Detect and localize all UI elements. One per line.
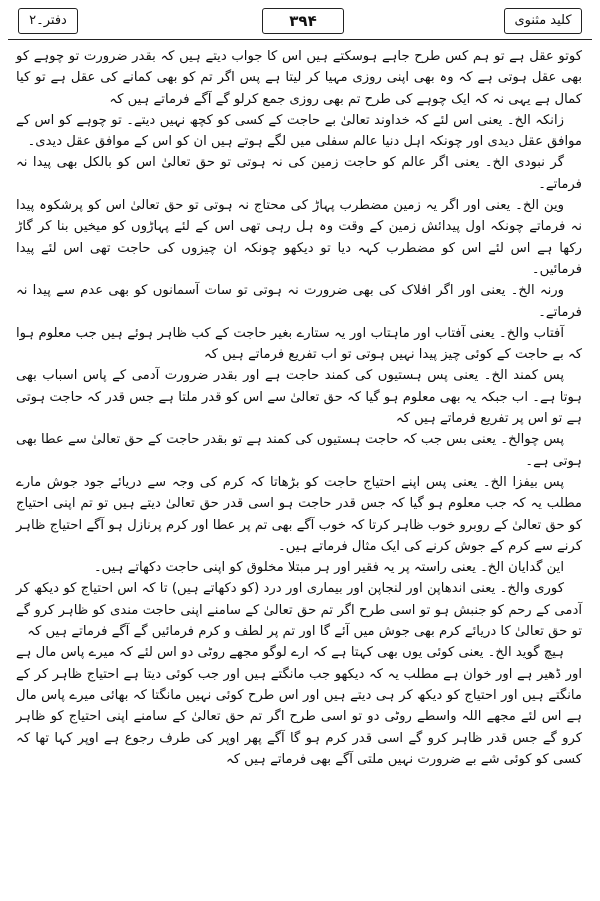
header-divider	[8, 39, 592, 40]
paragraph: وین الخ۔ یعنی اور اگر یہ زمین مضطرب پہاڑ کی محتاج نہ ہوتی تو حق تعالیٰ اس کو پرشکوہ پیدا نہ فرماتے چونکہ اول پیدائش زمین کے وقت وہ ہل رہی تھی اس کے لئے پہاڑوں کو میخیں بنا کر گاڑ رکھا ہے اس لئے اس کو مضطرب کہہ دیا تو دیکھو چونکہ ان چیزوں کی حاجت تھی اس لئے پیدا فرمائیں۔	[16, 198, 582, 277]
paragraph: پس کمند الخ۔ یعنی پس ہستیوں کی کمند حاجت ہے اور بقدر ضرورت آدمی کے پاس اسباب بھی ہوتا ہے۔ اب جبکہ یہ بھی معلوم ہو گیا کہ حق تعالیٰ سے اس کو قدر ملتا ہے جس قدر کہ حاجت ہوتی ہے تو اس پر تفریع فرماتے ہیں کہ	[16, 368, 582, 427]
paragraph: کوتو عقل ہے تو ہم کس طرح جاہے ہوسکتے ہیں اس کا جواب دیتے ہیں کہ بقدر ضرورت تو چوہے کو بھی عقل ہوتی ہے کہ وہ بھی اپنی روزی مہیا کر لیتا ہے پس اگر تم کو بھی کمانے کی عقل ہے تو کیا کمال ہے یہی نہ کہ ایک چوہے کی طرح تم بھی روزی جمع کرلو گے آگے فرماتے ہیں کہ	[16, 49, 582, 107]
page-header	[14, 6, 586, 40]
paragraph: پس چوالخ۔ یعنی بس جب کہ حاجت ہستیوں کی کمند ہے تو بقدر حاجت کے حق تعالیٰ سے عطا بھی ہوتی ہے۔	[16, 432, 582, 469]
paragraph: گر نبودی الخ۔ یعنی اگر عالم کو حاجت زمین کی نہ ہوتی تو حق تعالیٰ اس کو بالکل بھی پیدا نہ فرماتے۔	[16, 155, 582, 192]
paragraph: زانکہ الخ۔ یعنی اس لئے کہ خداوند تعالیٰ بے حاجت کے کسی کو کچھ نہیں دیتے۔ تو چوہے کو اس کے موافق عقل دیدی اور چونکہ اہل دنیا عالم سفلی میں لگے ہوتے ہیں ان کو اس کے موافق عقل دیدی۔	[16, 112, 582, 150]
book-title: کلید مثنوی	[504, 8, 582, 34]
paragraph: پس بیفزا الخ۔ یعنی پس اپنے احتیاج حاجت کو بڑھاتا کہ کرم کی وجہ سے دریائے جود جوش مارے مطلب یہ کہ جب معلوم ہو گیا کہ جس قدر حاجت ہو اسی قدر حق تعالیٰ دیتے ہیں تو تم اپنی احتیاج کو حق تعالیٰ کے روبرو خوب ظاہر کرتا کہ خوب آگے بھی تم پر عطا اور کرم پرنازل ہو آگے احتیاج ظاہر کرنے سے کرم کے جوش کرنے کی ایک مثال فرماتے ہیں۔	[16, 474, 582, 554]
volume-label: دفتر۔۲	[18, 8, 78, 34]
paragraph: آفتاب والخ۔ یعنی آفتاب اور ماہتاب اور یہ ستارے بغیر حاجت کے کب ظاہر ہوئے ہیں جب معلوم ہوا کہ بے حاجت کے کوئی چیز پیدا نہیں ہوتی تو اب تفریع فرماتے ہیں کہ	[16, 325, 582, 363]
paragraph: ہیچ گوید الخ۔ یعنی کوئی یوں بھی کہتا ہے کہ ارے لوگو مجھے روٹی دو اس لئے کہ میرے پاس مال ہے اور ڈھیر ہے اور خوان ہے مطلب یہ کہ دیکھو جب مانگتے ہیں اور جب کوئی دیتا ہے احتیاج ظاہر کر کے مانگتے ہیں اور احتیاج کو دیکھ کر ہی دیتے ہیں اور اس طرح کوئی نہیں مانگتا کہ بھائی میرے پاس مال ہے اس لئے مجھے اللہ واسطے روٹی دو تو اسی طرح اگر تم حق تعالیٰ کے سامنے اپنی احتیاج کو ظاہر کرو گے جس قدر ظاہر کرو گے اسی قدر کرم ہو گا آگے پھر اوپر کی طرف رجوع ہے اوپر کہا تھا کہ کسی کو کوئی شے بے ضرورت نہیں ملتی آگے بھی فرماتے ہیں کہ	[16, 645, 582, 767]
paragraph: ورنہ الخ۔ یعنی اور اگر افلاک کی بھی ضرورت نہ ہوتی تو سات آسمانوں کو بھی عدم سے پیدا نہ فرماتے۔	[16, 283, 582, 320]
paragraph: کوری والخ۔ یعنی اندھاپن اور لنجاپن اور بیماری اور درد (کو دکھاتے ہیں) تا کہ اس احتیاج کو دیکھ کر آدمی کے رحم کو جنبش ہو تو اسی طرح اگر تم حق تعالیٰ کے سامنے اپنی حاجت مندی کو ظاہر کرو گے تو حق تعالیٰ کا دریائے کرم بھی جوش میں آئے گا اور تم پر لطف و کرم فرمائیں گے آگے فرماتے ہیں کہ	[16, 581, 582, 640]
paragraph: این گدایان الخ۔ یعنی راستہ پر یہ فقیر اور ہر مبتلا مخلوق کو اپنی حاجت دکھاتے ہیں۔	[93, 560, 564, 576]
page-number: ۳۹۴	[262, 8, 344, 34]
page-body	[16, 46, 582, 770]
